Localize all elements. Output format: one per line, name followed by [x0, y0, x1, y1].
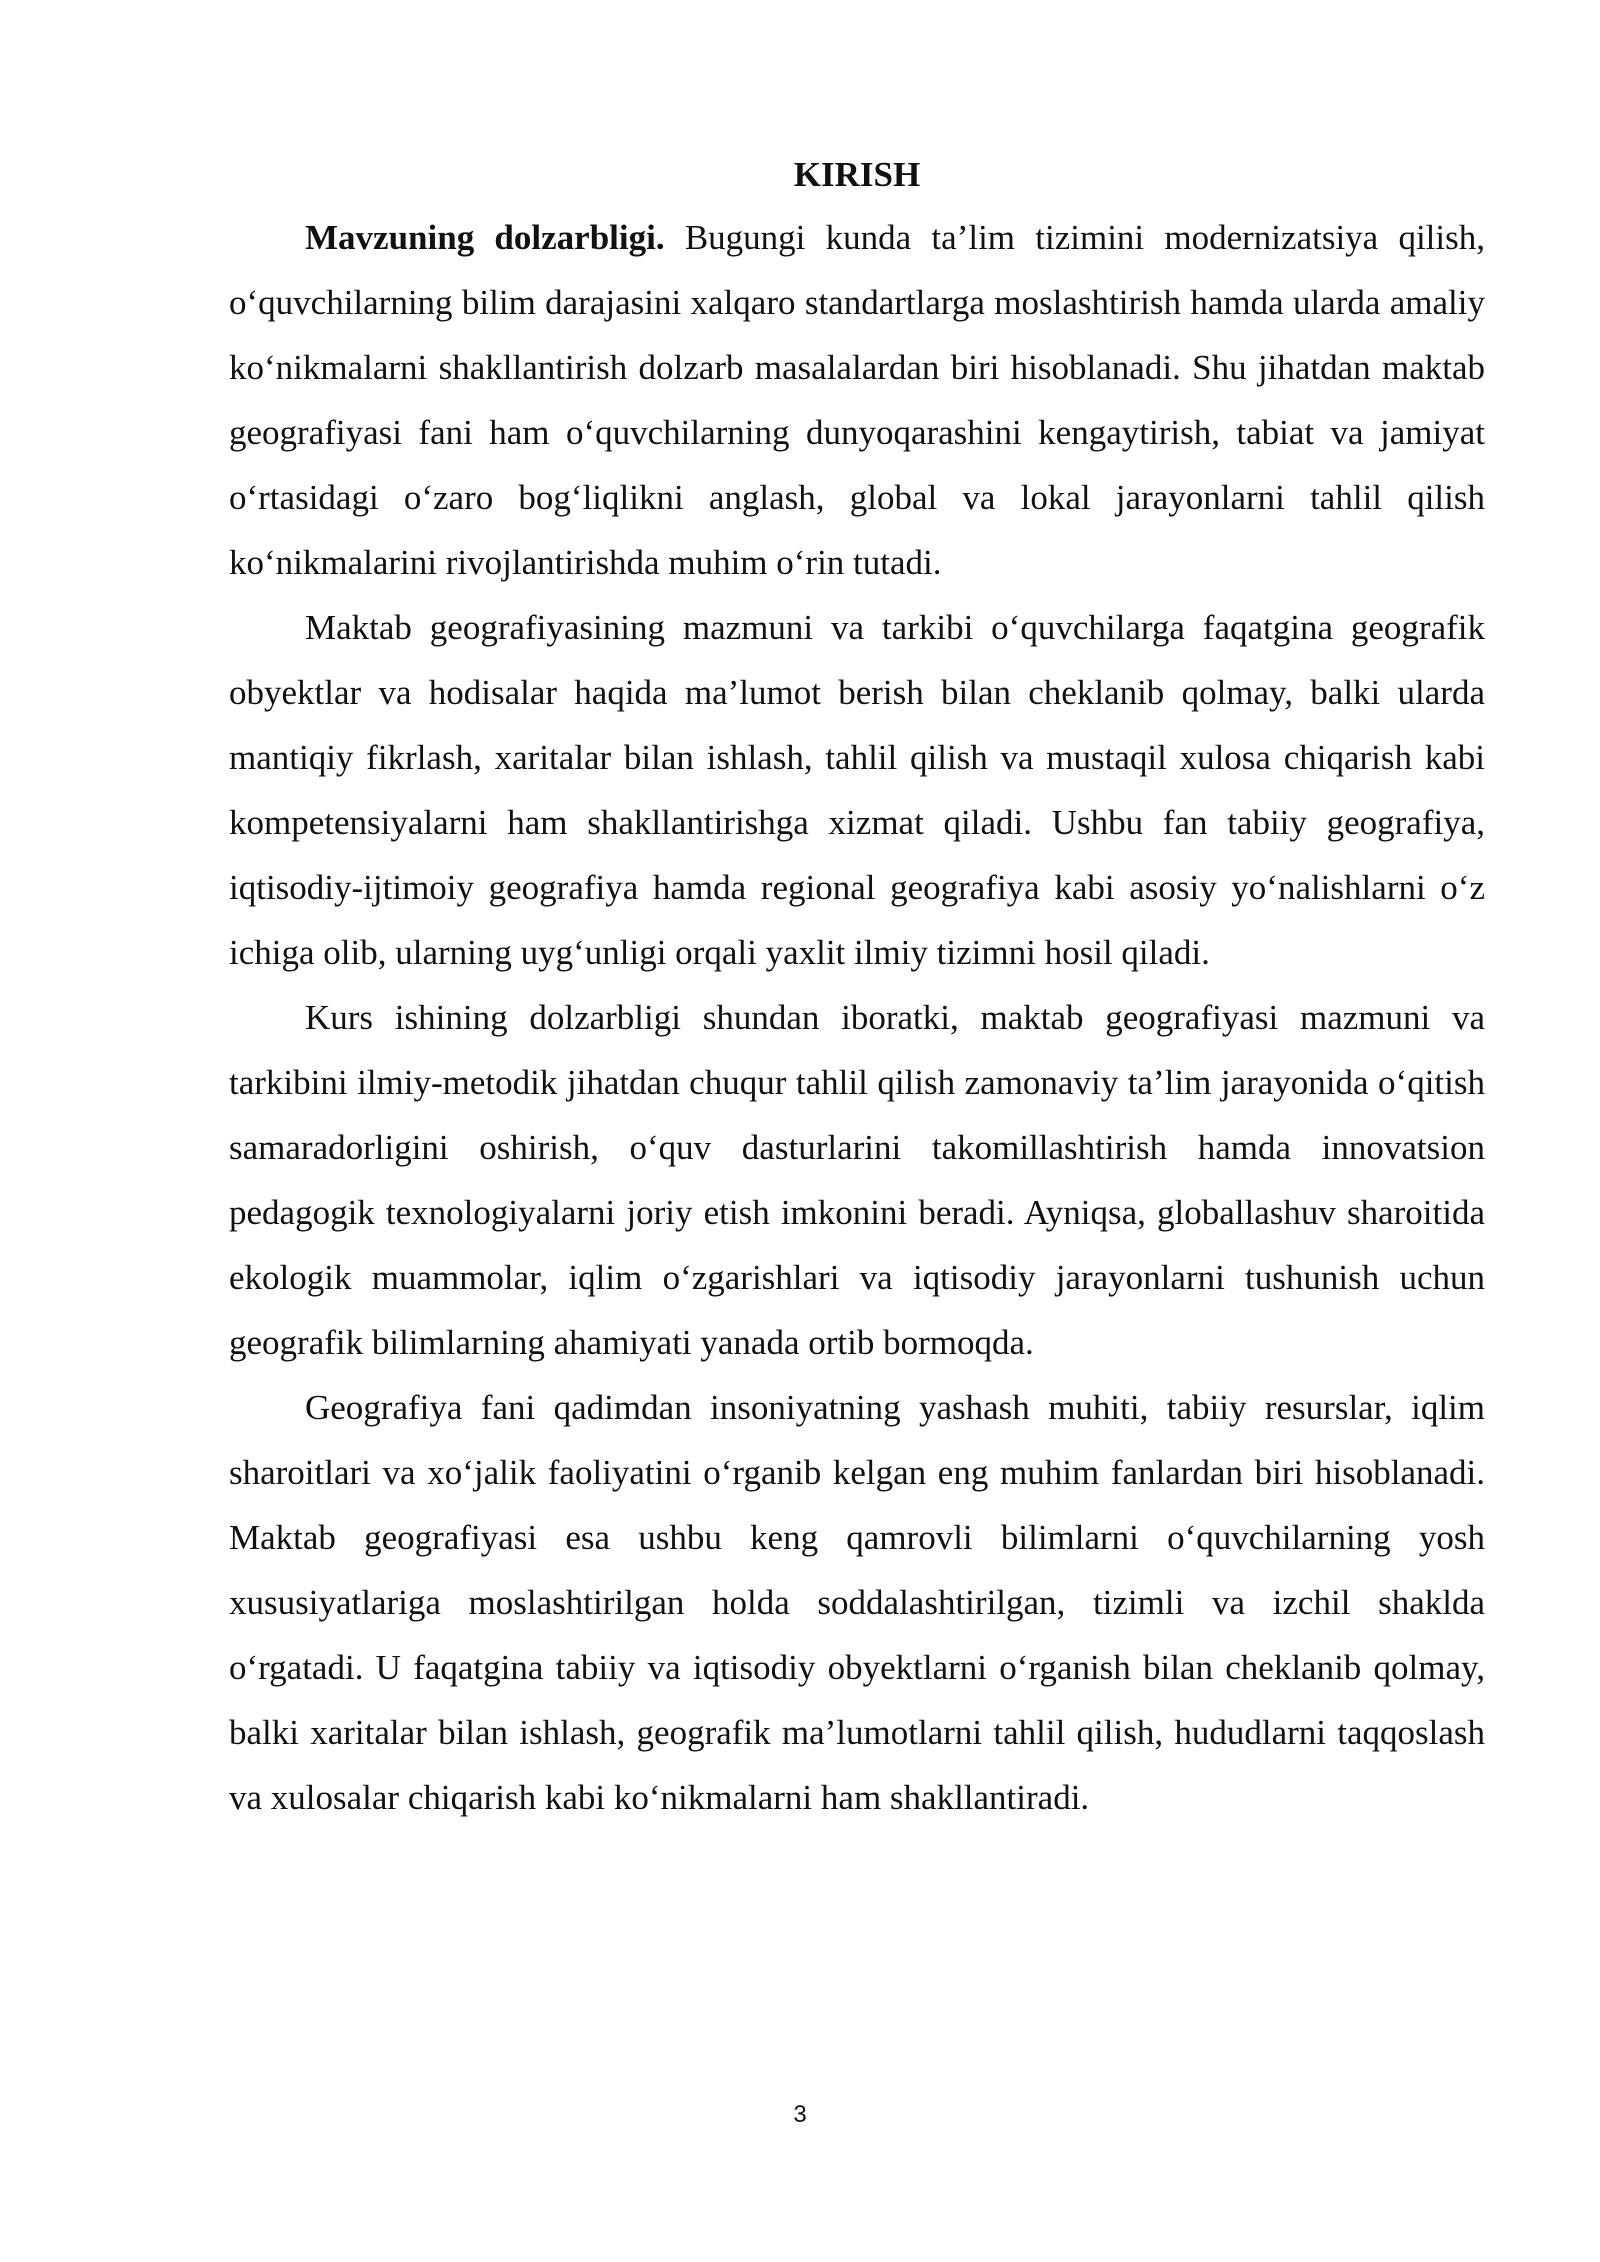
paragraph-text: Bugungi kunda ta’lim tizimini modernizatsiya qilish, o‘quvchilarning bilim darajasini xalqaro standartlarga moslashtirish hamda ularda amaliy ko‘nikmalarni shakllantirish dolzarb masalalardan biri hisoblanadi. Shu jihatdan maktab geografiyasi fani ham o‘quvchilarning dunyoqarashini kengaytirish, tabiat va jamiyat o‘rtasidagi o‘zaro bog‘liqlikni anglash, global va lokal jarayonlarni tahlil qilish ko‘nikmalarini rivojlantirishda muhim o‘rin tutadi.	[229, 218, 1485, 582]
page-content	[229, 145, 1485, 1830]
paragraph-content-structure: Maktab geografiyasining mazmuni va tarkibi o‘quvchilarga faqatgina geografik obyektlar va hodisalar haqida ma’lumot berish bilan cheklanib qolmay, balki ularda mantiqiy fikrlash, xaritalar bilan ishlash, tahlil qilish va mustaqil xulosa chiqarish kabi kompetensiyalarni ham shakllantirishga xizmat qiladi. Ushbu fan tabiiy geografiya, iqtisodiy-ijtimoiy geografiya hamda regional geografiya kabi asosiy yo‘nalishlarni o‘z ichiga olib, ularning uyg‘unligi orqali yaxlit ilmiy tizimni hosil qiladi.	[229, 608, 1485, 972]
section-heading: KIRISH	[793, 155, 921, 194]
page-number: 3	[793, 2101, 807, 2128]
paragraph-course-relevance: Kurs ishining dolzarbligi shundan iboratki, maktab geografiyasi mazmuni va tarkibini ilmiy-metodik jihatdan chuqur tahlil qilish zamonaviy ta’lim jarayonida o‘qitish samaradorligini oshirish, o‘quv dasturlarini takomillashtirish hamda innovatsion pedagogik texnologiyalarni joriy etish imkonini beradi. Ayniqsa, globallashuv sharoitida ekologik muammolar, iqlim o‘zgarishlari va iqtisodiy jarayonlarni tushunish uchun geografik bilimlarning ahamiyati yanada ortib bormoqda.	[229, 998, 1485, 1362]
paragraph-relevance	[229, 205, 1485, 595]
paragraph-lead: Mavzuning dolzarbligi.	[305, 218, 665, 257]
paragraph-geography-science: Geografiya fani qadimdan insoniyatning yashash muhiti, tabiiy resurslar, iqlim sharoitlari va xo‘jalik faoliyatini o‘rganib kelgan eng muhim fanlardan biri hisoblanadi. Maktab geografiyasi esa ushbu keng qamrovli bilimlarni o‘quvchilarning yosh xususiyatlariga moslashtirilgan holda soddalashtirilgan, tizimli va izchil shaklda o‘rgatadi. U faqatgina tabiiy va iqtisodiy obyektlarni o‘rganish bilan cheklanib qolmay, balki xaritalar bilan ishlash, geografik ma’lumotlarni tahlil qilish, hududlarni taqqoslash va xulosalar chiqarish kabi ko‘nikmalarni ham shakllantiradi.	[229, 1388, 1485, 1817]
